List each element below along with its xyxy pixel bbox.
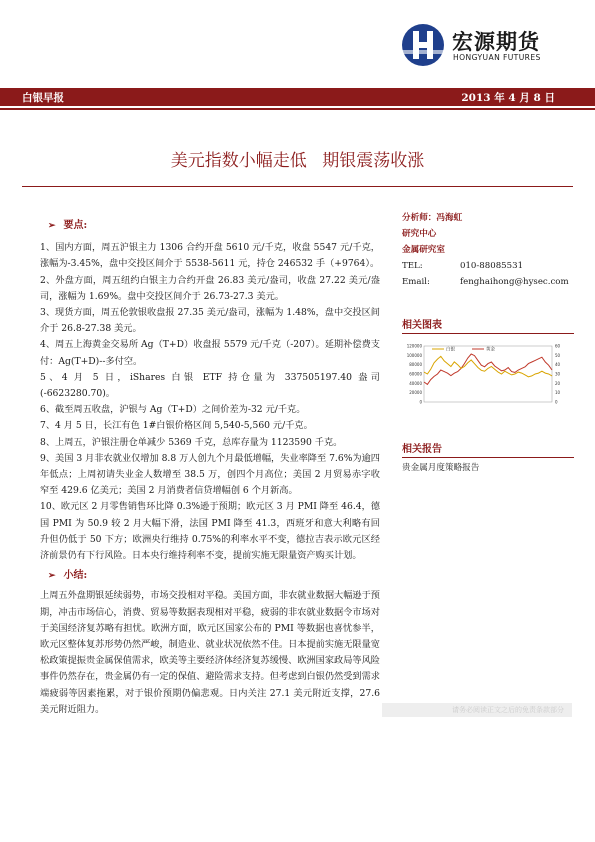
key-point-2: 2、外盘方面，周五纽约白银主力合约开盘 26.83 美元/盎司，收盘 27.22 美元/盎司，涨幅为 1.69%。盘中交投区间介于 26.73-27.3 美元。 bbox=[40, 274, 380, 302]
chart-heading: 相关图表 bbox=[402, 316, 574, 334]
related-reports-heading: 相关报告 bbox=[402, 440, 574, 458]
right-tick-label: 60 bbox=[555, 343, 561, 349]
title-divider bbox=[22, 186, 573, 187]
title-part-1: 美元指数小幅走低 bbox=[170, 151, 307, 171]
right-tick-label: 30 bbox=[555, 371, 561, 377]
key-point-4: 4、周五上海黄金交易所 Ag（T+D）收盘报 5579 元/千克（-207）。延期补偿费支付：Ag(T+D)--多付空。 bbox=[40, 339, 380, 367]
right-tick-label: 40 bbox=[555, 362, 561, 368]
main-content bbox=[40, 218, 380, 718]
key-point-9: 9、美国 3 月非农就业仅增加 8.8 万人创九个月最低增幅，失业率降至 7.6%为逾四年低点；上周初请失业金人数增至 38.5 万，创四个月高位；美国 2 月贸易赤字收窄至 429.6 亿美元；美国 2 月消费者信贷增幅创 6 个月新高。 bbox=[40, 452, 380, 497]
left-tick-label: 0 bbox=[419, 399, 422, 405]
tel-value: 010-88085531 bbox=[460, 261, 524, 271]
tel-label: TEL: bbox=[402, 261, 423, 271]
analyst-info bbox=[402, 210, 572, 290]
disclaimer-footer: 请务必阅读正文之后的免责条款部分 bbox=[382, 703, 572, 717]
analyst-dept: 研究中心 bbox=[402, 229, 437, 239]
key-point-10: 10、欧元区 2 月零售销售环比降 0.3%逊于预期；欧元区 3 月 PMI 降至 46.4，德国 PMI 为 50.9 较 2 月大幅下滑，法国 PMI 降至 41.3，西班牙和意大利略有回升但仍低于 50 下方；欧洲央行维持 0.75%的利率水平不变，德拉吉表示欧元区经济前景仍有下行风险。日本央行维持利率不变，提前实施无限量资产购买计划。 bbox=[40, 501, 380, 562]
gold-series-line bbox=[424, 354, 552, 384]
left-tick-label: 20000 bbox=[409, 390, 422, 396]
key-point-8: 8、上周五，沪银注册仓单减少 5369 千克，总库存量为 1123590 千克。 bbox=[40, 436, 343, 448]
company-logo bbox=[400, 22, 580, 74]
email-label: Email: bbox=[402, 277, 430, 287]
key-point-1: 1、国内方面，周五沪银主力 1306 合约开盘 5610 元/千克，收盘 5547 元/千克，涨幅为-3.45%，盘中交投区间介于 5538-5611 元，持仓 246532 手（+9764）。 bbox=[40, 242, 380, 270]
related-report-item[interactable]: 贵金属月度策略报告 bbox=[402, 463, 480, 473]
related-chart bbox=[402, 340, 574, 420]
analyst-team: 金属研究室 bbox=[402, 245, 445, 255]
left-tick-label: 100000 bbox=[406, 352, 422, 358]
header-underline bbox=[0, 108, 595, 110]
header-bar bbox=[0, 88, 595, 106]
silver-series-line bbox=[424, 356, 552, 377]
summary-heading: ➢ 小结: bbox=[48, 570, 88, 582]
summary-text: 上周五外盘期银延续弱势，市场交投相对平稳。美国方面，非农就业数据大幅逊于预期，冲击市场信心，消费、贸易等数据表现相对平稳，疲弱的非农就业数据令市场对于美国经济复苏略有担忧。欧洲方面，欧元区国家公布的 PMI 等数据也喜忧参半，欧元区整体复苏形势仍然严峻，制造业、就业状况依然不佳。日本提前实施无限量宽松政策提振贵金属保值需求，欧美等主要经济体经济复苏缓慢、欧洲国家政局等风险事件仍然存在，贵金属仍有一定的保值、避险需求支持。但考虑到白银仍然受到需求端疲弱等因素拖累，对于银价预期仍偏悲观。日内关注 27.1 美元附近支撑，27.6 美元附近阻力。 bbox=[40, 590, 380, 715]
right-tick-label: 10 bbox=[555, 390, 561, 396]
right-tick-label: 0 bbox=[555, 399, 558, 405]
key-point-7: 7、4 月 5 日，长江有色 1#白银价格区间 5,540-5,560 元/千克。 bbox=[40, 420, 313, 432]
report-date: 2013 年 4 月 8 日 bbox=[461, 92, 555, 104]
left-tick-label: 40000 bbox=[409, 380, 422, 386]
right-tick-label: 50 bbox=[555, 352, 561, 358]
report-title bbox=[0, 146, 595, 171]
key-point-3: 3、现货方面，周五伦敦银收盘报 27.35 美元/盎司，涨幅为 1.48%，盘中交投区间介于 26.8-27.38 美元。 bbox=[40, 307, 380, 335]
title-part-2: 期银震荡收涨 bbox=[322, 151, 425, 171]
company-name-en: HONGYUAN FUTURES bbox=[453, 53, 541, 62]
key-points-heading: ➢ 要点: bbox=[48, 220, 88, 231]
email-value[interactable]: fenghaihong@hysec.com bbox=[460, 277, 569, 287]
right-tick-label: 20 bbox=[555, 380, 561, 386]
left-tick-label: 120000 bbox=[406, 343, 422, 349]
key-point-5: 5、4 月 5 日，iShares 白银 ETF 持仓量为 337505197.40 盎司(-6623280.70)。 bbox=[40, 371, 380, 400]
email-row bbox=[402, 274, 572, 290]
report-type: 白银早报 bbox=[22, 92, 64, 104]
legend-silver-label: 白银 bbox=[446, 347, 455, 353]
hongyuan-logo-icon bbox=[400, 22, 446, 68]
left-tick-label: 80000 bbox=[409, 362, 422, 368]
chart-frame bbox=[424, 346, 552, 402]
arrow-right-icon: ➢ bbox=[48, 571, 56, 582]
left-tick-label: 60000 bbox=[409, 371, 422, 377]
analyst-name: 分析师：冯海虹 bbox=[402, 213, 463, 223]
arrow-right-icon: ➢ bbox=[48, 221, 56, 231]
legend-gold-label: 黄金 bbox=[486, 347, 495, 353]
tel-row bbox=[402, 258, 572, 274]
company-name-cn: 宏源期货 bbox=[452, 30, 540, 54]
key-point-6: 6、截至周五收盘，沪银与 Ag（T+D）之间价差为-32 元/千克。 bbox=[40, 404, 306, 416]
